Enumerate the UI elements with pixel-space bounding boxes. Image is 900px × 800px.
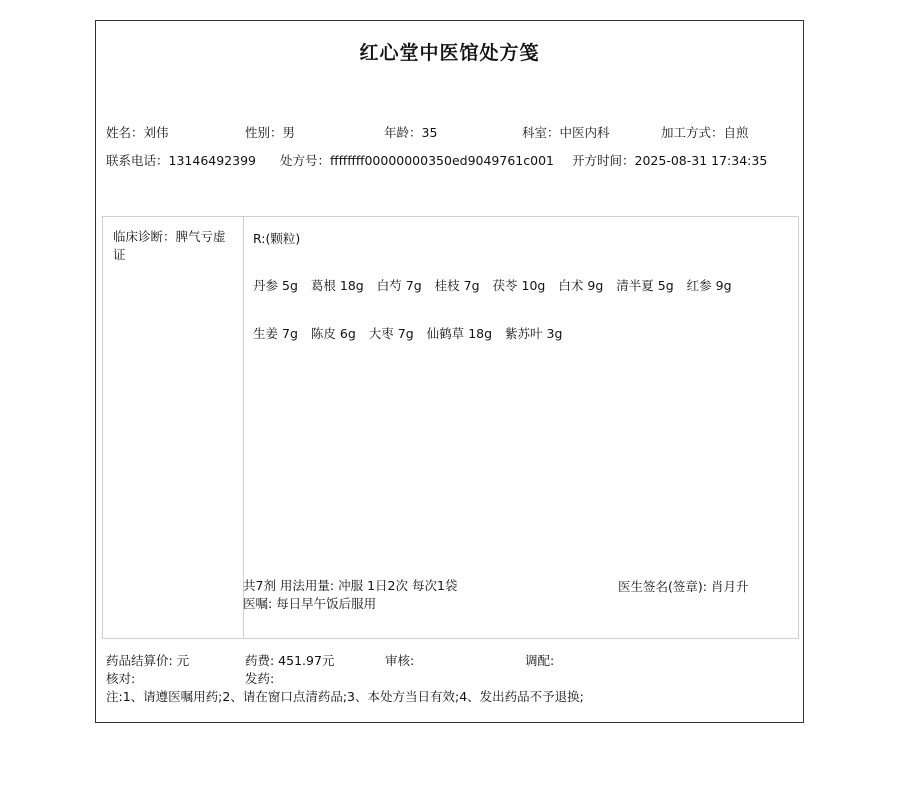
usage-dosage: 共7剂 用法用量: 冲服 1日2次 每次1袋: [243, 578, 458, 593]
patient-gender-value: 男: [282, 125, 296, 140]
processing-method-label: 加工方式：: [661, 125, 724, 140]
patient-age: [384, 123, 437, 141]
herb-item: [311, 324, 356, 342]
herb-dose: 7g: [397, 326, 414, 341]
herb-name: 白芍: [376, 278, 402, 293]
check-field: 核对:: [106, 671, 136, 686]
usage-block: [243, 577, 457, 613]
department-label: 科室：: [522, 125, 560, 140]
contact-phone-label: 联系电话：: [106, 153, 169, 168]
herb-dose: 10g: [521, 278, 546, 293]
contact-phone-value: 13146492399: [168, 153, 256, 168]
herb-item: [616, 276, 673, 294]
drug-fee: 药费: 451.97元: [245, 653, 335, 668]
herb-item: [427, 324, 492, 342]
diagnosis-label: 临床诊断：: [113, 229, 176, 244]
processing-method-value: 自煎: [723, 125, 749, 140]
doctor-advice: 医嘱: 每日早午饭后服用: [243, 596, 377, 611]
patient-name-label: 姓名：: [106, 125, 144, 140]
clinical-diagnosis: [113, 228, 235, 264]
prescription-type: R:(颗粒): [253, 231, 301, 246]
prescription-number-value: ffffffff00000000350ed9049761c001: [330, 153, 554, 168]
prescribe-time: [572, 151, 767, 169]
department-value: 中医内科: [559, 125, 610, 140]
footer-note: 注:1、请遵医嘱用药;2、请在窗口点清药品;3、本处方当日有效;4、发出药品不予退换;: [106, 689, 584, 704]
herb-name: 桂枝: [434, 278, 460, 293]
herb-name: 大枣: [368, 326, 394, 341]
prescription-sheet: [95, 20, 804, 723]
herb-name: 白术: [558, 278, 584, 293]
patient-name-value: 刘伟: [143, 125, 169, 140]
herb-item: [493, 276, 546, 294]
herb-dose: 7g: [282, 326, 298, 341]
patient-age-value: 35: [421, 125, 438, 140]
drug-settlement-price: 药品结算价: 元: [106, 653, 190, 668]
herb-name: 紫苏叶: [505, 326, 543, 341]
herb-name: 茯苓: [492, 278, 518, 293]
patient-gender-label: 性别：: [245, 125, 283, 140]
herb-name: 仙鹤草: [426, 326, 465, 341]
herb-item: [558, 276, 603, 294]
herb-item: [253, 324, 298, 342]
herb-name: 清半夏: [616, 278, 654, 293]
dispense-mix-field: 调配:: [525, 653, 555, 668]
herb-dose: 18g: [468, 326, 493, 341]
herb-dose: 7g: [405, 278, 422, 293]
herb-item: [377, 276, 422, 294]
doctor-signature: 医生签名(签章): 肖月升: [618, 579, 749, 594]
prescription-box: [102, 216, 799, 639]
review-field: 审核:: [385, 653, 415, 668]
herb-dose: 6g: [339, 326, 356, 341]
herb-row-1: [253, 276, 741, 294]
herb-row-2: [253, 324, 571, 342]
box-divider: [243, 217, 244, 638]
prescribe-time-label: 开方时间：: [572, 153, 635, 168]
herb-dose: 5g: [282, 278, 298, 293]
herb-name: 丹参: [253, 278, 279, 293]
patient-age-label: 年龄：: [384, 125, 422, 140]
herb-item: [435, 276, 480, 294]
diagnosis-value: 脾气亏虚证: [113, 229, 226, 262]
patient-name: [106, 123, 169, 141]
prescription-number: [280, 151, 554, 169]
herb-dose: 5g: [657, 278, 674, 293]
herb-item: [253, 276, 298, 294]
herb-name: 红参: [686, 278, 712, 293]
page-title: 红心堂中医馆处方笺: [359, 42, 540, 64]
issue-field: 发药:: [245, 671, 275, 686]
herb-item: [687, 276, 732, 294]
contact-phone: [106, 151, 256, 169]
herb-item: [505, 324, 562, 342]
processing-method: [661, 123, 749, 141]
herb-name: 陈皮: [310, 326, 336, 341]
herb-item: [369, 324, 414, 342]
herb-item: [311, 276, 364, 294]
herb-dose: 9g: [587, 278, 604, 293]
herb-dose: 3g: [546, 326, 563, 341]
herb-name: 生姜: [253, 326, 279, 341]
prescription-number-label: 处方号：: [280, 153, 331, 168]
patient-gender: [245, 123, 295, 141]
department: [522, 123, 610, 141]
herb-dose: 7g: [463, 278, 480, 293]
herb-dose: 18g: [339, 278, 364, 293]
herb-dose: 9g: [715, 278, 732, 293]
prescribe-time-value: 2025-08-31 17:34:35: [634, 153, 768, 168]
herb-name: 葛根: [310, 278, 336, 293]
